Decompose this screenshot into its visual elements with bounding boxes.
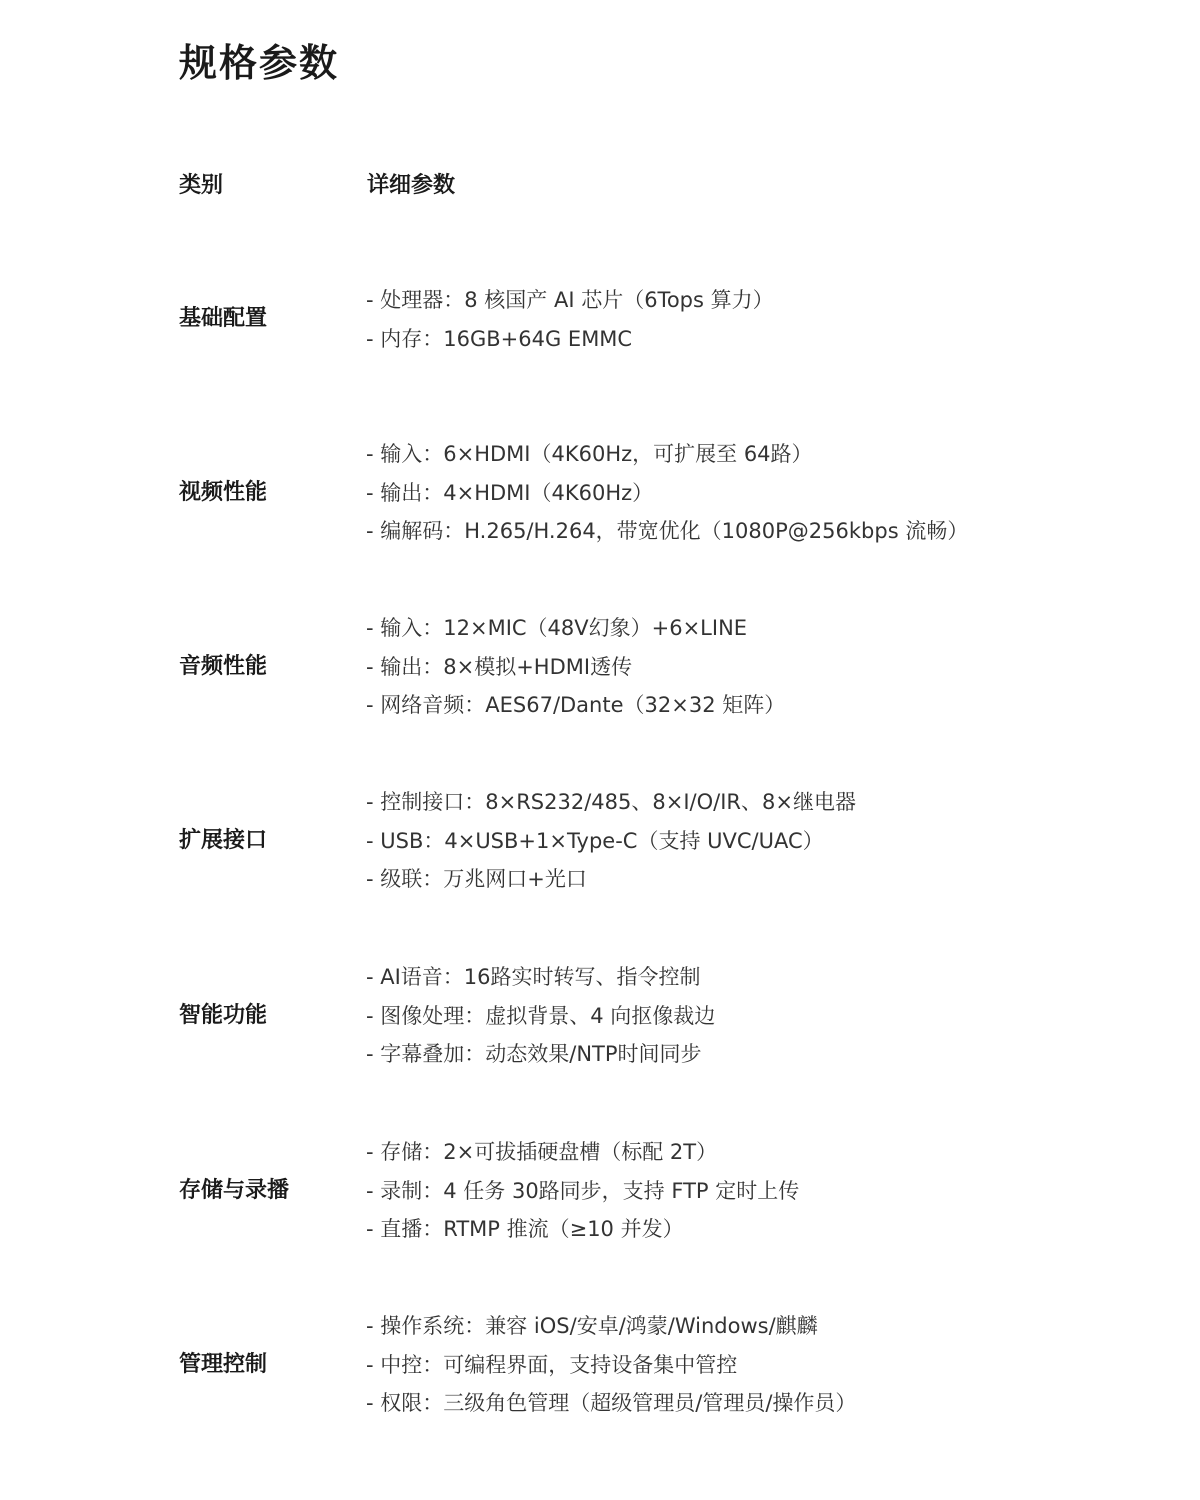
row-category: 管理控制 [179, 1352, 268, 1377]
detail-item: - 网络音频：AES67/Dante（32×32 矩阵） [366, 693, 786, 717]
page-title: 规格参数 [179, 41, 340, 85]
detail-list [366, 958, 715, 1074]
detail-item: - 直播：RTMP 推流（≥10 并发） [366, 1217, 684, 1241]
detail-item: - AI语音：16路实时转写、指令控制 [366, 965, 701, 989]
row-category: 基础配置 [179, 306, 268, 331]
detail-item: - 中控：可编程界面，支持设备集中管控 [366, 1352, 738, 1377]
detail-item: - 字幕叠加：动态效果/NTP时间同步 [366, 1042, 702, 1066]
detail-item: - 处理器：8 核国产 AI 芯片（6Tops 算力） [366, 288, 774, 312]
spec-row-storage [0, 1133, 1200, 1253]
detail-item: - 级联：万兆网口+光口 [366, 867, 587, 891]
detail-item: - 控制接口：8×RS232/485、8×I/O/IR、8×继电器 [366, 790, 856, 814]
detail-item: - 输出：4×HDMI（4K60Hz） [366, 480, 654, 505]
detail-item: - 录制：4 任务 30路同步，支持 FTP 定时上传 [366, 1178, 800, 1203]
detail-item: - 输入：12×MIC（48V幻象）+6×LINE [366, 616, 748, 640]
spec-row-management [0, 1307, 1200, 1427]
detail-list [366, 1133, 799, 1249]
detail-list [366, 783, 856, 899]
detail-item: - 图像处理：虚拟背景、4 向抠像裁边 [366, 1003, 716, 1028]
spec-row-basic-config [0, 281, 1200, 401]
category-column-header: 类别 [179, 173, 224, 198]
detail-item: - 权限：三级角色管理（超级管理员/管理员/操作员） [366, 1391, 857, 1415]
row-category: 存储与录播 [179, 1178, 290, 1203]
detail-list [366, 281, 774, 358]
row-category: 音频性能 [179, 654, 268, 679]
table-header-row [0, 164, 1200, 200]
detail-item: - USB：4×USB+1×Type-C（支持 UVC/UAC） [366, 828, 824, 853]
details-column-header: 详细参数 [367, 173, 456, 198]
detail-item: - 输入：6×HDMI（4K60Hz，可扩展至 64路） [366, 442, 813, 466]
detail-item: - 输出：8×模拟+HDMI透传 [366, 654, 633, 679]
spec-row-video [0, 435, 1200, 555]
detail-list [366, 609, 785, 725]
row-category: 视频性能 [179, 480, 268, 505]
spec-row-audio [0, 609, 1200, 729]
detail-item: - 存储：2×可拔插硬盘槽（标配 2T） [366, 1140, 718, 1164]
row-category: 智能功能 [179, 1003, 268, 1028]
detail-list [366, 435, 968, 551]
detail-item: - 编解码：H.265/H.264，带宽优化（1080P@256kbps 流畅） [366, 519, 969, 543]
detail-list [366, 1307, 856, 1423]
row-category: 扩展接口 [179, 828, 268, 853]
spec-row-expansion [0, 783, 1200, 903]
detail-item: - 内存：16GB+64G EMMC [366, 326, 633, 351]
detail-item: - 操作系统：兼容 iOS/安卓/鸿蒙/Windows/麒麟 [366, 1314, 818, 1338]
spec-row-smart [0, 958, 1200, 1078]
